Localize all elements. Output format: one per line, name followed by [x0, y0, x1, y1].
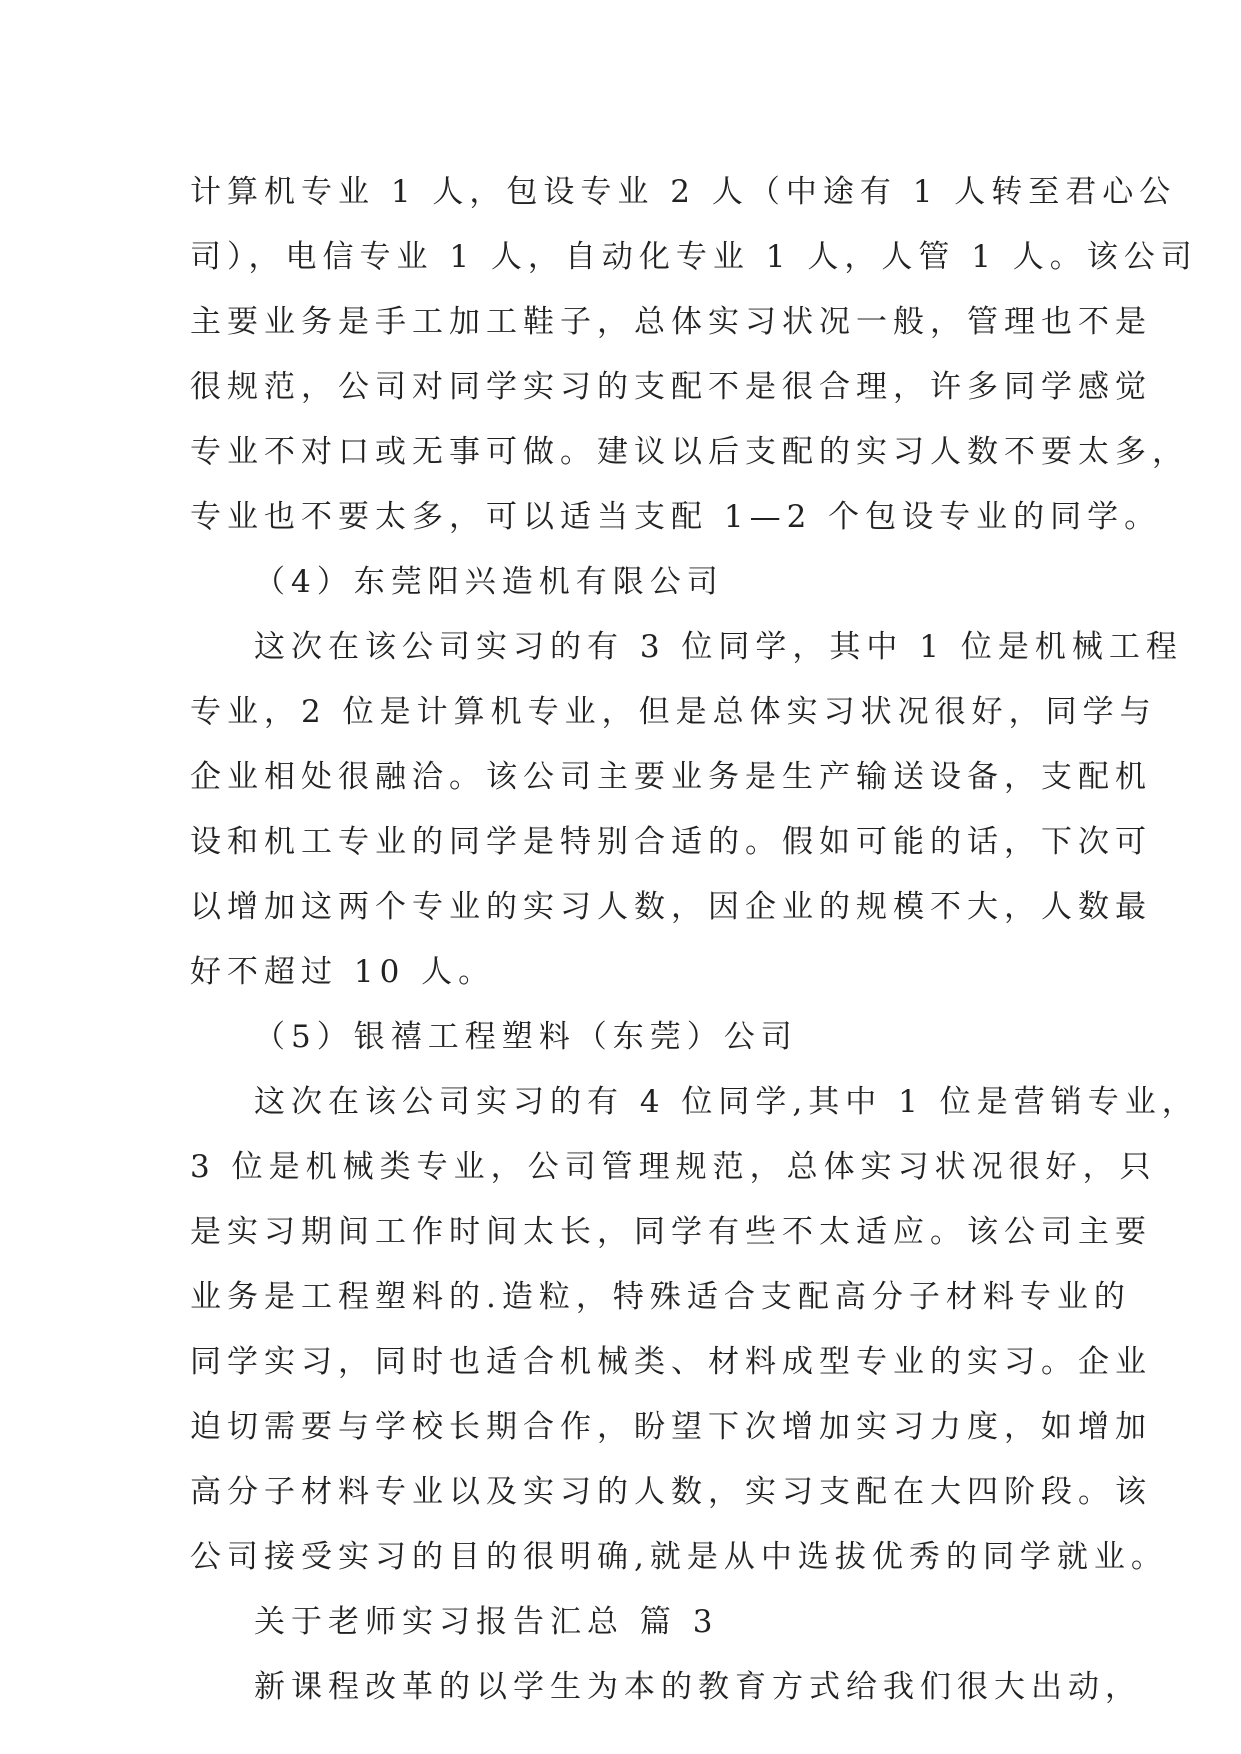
section-title: 关于老师实习报告汇总 篇 3 [254, 1604, 719, 1640]
paragraph-line: 好不超过 10 人。 [190, 954, 496, 990]
paragraph-line: 新课程改革的以学生为本的教育方式给我们很大出动， [254, 1669, 1142, 1705]
section-heading: （5）银禧工程塑料（东莞）公司 [254, 1019, 798, 1055]
paragraph-line: 这次在该公司实习的有 4 位同学,其中 1 位是营销专业， [254, 1084, 1199, 1120]
paragraph-line: 计算机专业 1 人，包设专业 2 人（中途有 1 人转至君心公 [190, 174, 1177, 210]
paragraph-line: 同学实习，同时也适合机械类、材料成型专业的实习。企业 [190, 1344, 1152, 1380]
paragraph-line: 设和机工专业的同学是特别合适的。假如可能的话，下次可 [190, 824, 1152, 860]
paragraph-line: 主要业务是手工加工鞋子，总体实习状况一般，管理也不是 [190, 304, 1152, 340]
paragraph-line: 以增加这两个专业的实习人数，因企业的规模不大，人数最 [190, 889, 1152, 925]
paragraph-line: 专业不对口或无事可做。建议以后支配的实习人数不要太多， [190, 434, 1189, 470]
paragraph-line: 是实习期间工作时间太长，同学有些不太适应。该公司主要 [190, 1214, 1152, 1250]
paragraph-line: 很规范，公司对同学实习的支配不是很合理，许多同学感觉 [190, 369, 1152, 405]
paragraph-line: 业务是工程塑料的.造粒，特殊适合支配高分子材料专业的 [190, 1279, 1131, 1315]
paragraph-line: 3 位是机械类专业，公司管理规范，总体实习状况很好，只 [190, 1149, 1157, 1185]
paragraph-line: 企业相处很融洽。该公司主要业务是生产输送设备，支配机 [190, 759, 1152, 795]
paragraph-line: 这次在该公司实习的有 3 位同学，其中 1 位是机械工程 [254, 629, 1183, 665]
paragraph-line: 公司接受实习的目的很明确,就是从中选拔优秀的同学就业。 [190, 1539, 1168, 1575]
paragraph-line: 司），电信专业 1 人，自动化专业 1 人，人管 1 人。该公司 [190, 239, 1198, 275]
paragraph-line: 迫切需要与学校长期合作，盼望下次增加实习力度，如增加 [190, 1409, 1152, 1445]
paragraph-line: 专业也不要太多，可以适当支配 1—2 个包设专业的同学。 [190, 499, 1162, 535]
paragraph-line: 专业，2 位是计算机专业，但是总体实习状况很好，同学与 [190, 694, 1157, 730]
section-heading: （4）东莞阳兴造机有限公司 [254, 564, 724, 600]
document-page [190, 160, 1199, 1720]
paragraph-line: 高分子材料专业以及实习的人数，实习支配在大四阶段。该 [190, 1474, 1152, 1510]
